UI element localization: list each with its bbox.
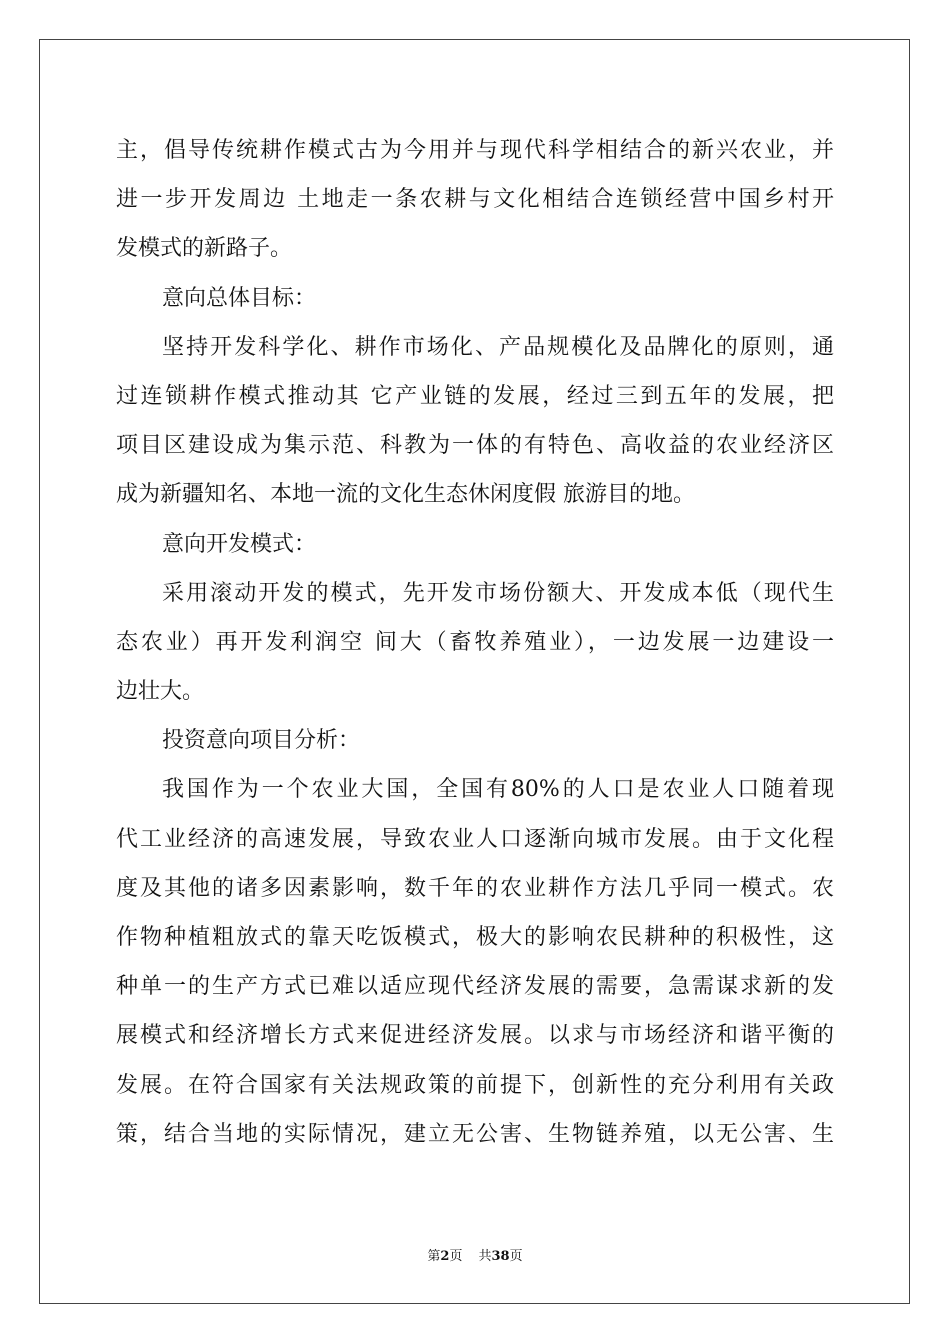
text-line: 进一步开发周边 土地走一条农耕与文化相结合连锁经营中国乡村开: [116, 187, 834, 213]
text-line: 采用滚动开发的模式，先开发市场份额大、开发成本低（现代生: [162, 580, 834, 606]
total-suffix: 页: [509, 1249, 523, 1264]
text-line: 坚持开发科学化、耕作市场化、产品规模化及品牌化的原则，通: [162, 334, 834, 360]
text-line: 态农业）再开发利润空 间大（畜牧养殖业），一边发展一边建设一: [116, 629, 834, 655]
text-line: 过连锁耕作模式推动其 它产业链的发展，经过三到五年的发展，把: [116, 383, 834, 409]
section-heading: 意向总体目标：: [162, 285, 317, 311]
text-line: 代工业经济的高速发展，导致农业人口逐渐向城市发展。由于文化程: [116, 826, 834, 852]
document-body: [116, 126, 834, 1159]
text-line: 展模式和经济增长方式来促进经济发展。以求与市场经济和谐平衡的: [116, 1023, 834, 1049]
text-line: 发模式的新路子。: [116, 236, 293, 262]
total-pages: 38: [491, 1249, 510, 1264]
total-prefix: 共: [478, 1249, 492, 1264]
page-prefix: 第: [427, 1249, 441, 1264]
page-number: 2: [440, 1249, 450, 1264]
text-line: 我国作为一个农业大国，全国有80%的人口是农业人口随着现: [162, 777, 834, 803]
text-line: 种单一的生产方式已难以适应现代经济发展的需要，急需谋求新的发: [116, 974, 834, 1000]
text-line: 发展。在符合国家有关法规政策的前提下，创新性的充分利用有关政: [116, 1072, 834, 1098]
text-line: 边壮大。: [116, 679, 205, 705]
text-line: 项目区建设成为集示范、科教为一体的有特色、高收益的农业经济区: [116, 433, 834, 459]
text-line: 策，结合当地的实际情况，建立无公害、生物链养殖，以无公害、生: [116, 1121, 834, 1147]
text-line: 度及其他的诸多因素影响，数千年的农业耕作方法几乎同一模式。农: [116, 875, 834, 901]
section-heading: 投资意向项目分析：: [162, 728, 361, 754]
page-suffix: 页: [449, 1249, 463, 1264]
text-line: 主，倡导传统耕作模式古为今用并与现代科学相结合的新兴农业，并: [116, 138, 834, 163]
section-heading: 意向开发模式：: [162, 531, 317, 557]
text-line: 成为新疆知名、本地一流的文化生态休闲度假 旅游目的地。: [116, 482, 695, 508]
text-line: 作物种植粗放式的靠天吃饭模式，极大的影响农民耕种的积极性，这: [116, 925, 834, 950]
page-footer: [0, 1245, 950, 1264]
